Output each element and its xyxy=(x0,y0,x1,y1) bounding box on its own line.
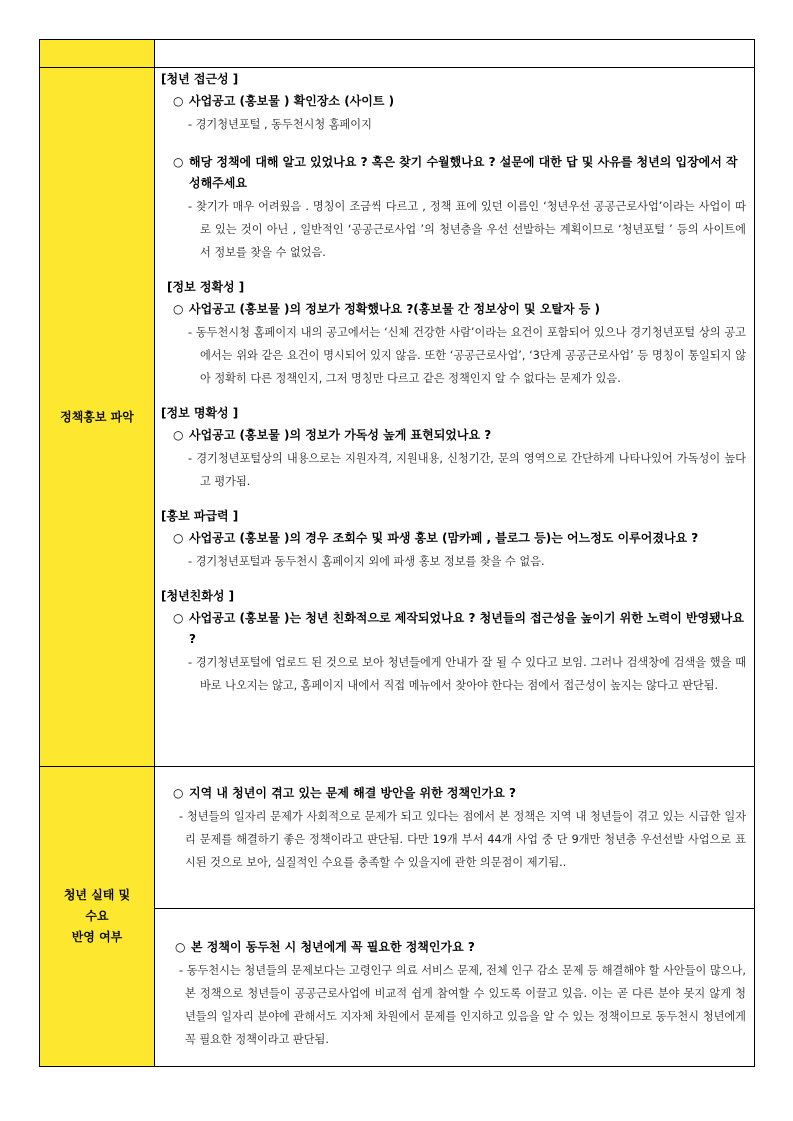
accuracy-section xyxy=(155,276,754,390)
question xyxy=(173,608,746,650)
answer: - 동두천시는 청년들의 문제보다는 고령인구 의료 서비스 문제, 전체 인구 감소 문제 등 해결해야 할 사안들이 많으나, 본 정책으로 청년들이 공공근로사업에 비교적 쉽게 참여할 수 있도록 이끌고 있음. 이는 곧 다른 분야 못지 않게 청년들의 일자리 분야에 관해서도 지자체 차원에서 문제를 인지하고 있음을 알 수 있는 정책이므로 동두천시 청년에게 꼭 필요한 정책이라고 판단됨. xyxy=(179,964,746,1046)
question-text: 사업공고 (홍보물 )는 청년 친화적으로 제작되었나요 ? 청년들의 접근성을 높이기 위한 노력이 반영됐나요 ? xyxy=(189,611,744,646)
policy-promotion-row xyxy=(40,68,755,767)
answer: - 청년들의 일자리 문제가 사회적으로 문제가 되고 있다는 점에서 본 정책은 지역 내 청년들이 겪고 있는 시급한 일자리 문제를 해결하기 좋은 정책이라고 판단됨. 다만 19개 부서 44개 사업 중 단 9개만 청년층 우선선발 사업으로 표시된 것으로 보아, 실질적인 수요를 충족할 수 있을지에 관한 의문점이 제기됨.. xyxy=(179,810,746,869)
youth-need-content-2 xyxy=(155,909,755,1067)
section-header: [청년친화성 ] xyxy=(161,589,235,603)
answer: - 찾기가 매우 어려웠음 . 명칭이 조금씩 다르고 , 정책 표에 있던 이름인 ‘청년우선 공공근로사업’이라는 사업이 따로 있는 것이 아닌 , 일반적인 ‘공공근로사업 ’의 청년층을 우선 선발하는 계획이므로 ‘청년포털 ’ 등의 사이트에서 정보를 찾을 수 없었음. xyxy=(188,200,746,259)
circle-bullet-icon: ○ xyxy=(173,302,184,316)
question-text: 지역 내 청년이 겪고 있는 문제 해결 방안을 위한 정책인가요 ? xyxy=(189,786,516,800)
circle-bullet-icon: ○ xyxy=(173,531,184,545)
policy-promotion-label: 정책홍보 파악 xyxy=(40,68,155,767)
section-header: [정보 명확성 ] xyxy=(161,406,239,420)
question-text: 사업공고 (홍보물 )의 정보가 정확했나요 ?(홍보물 간 정보상이 및 오탈자 등 ) xyxy=(189,302,601,316)
question xyxy=(175,937,746,958)
question xyxy=(173,152,746,194)
answer: - 경기청년포털과 동두천시 홈페이지 외에 파생 홍보 정보를 찾을 수 없음. xyxy=(188,555,545,568)
policy-promotion-content xyxy=(155,68,755,767)
access-section xyxy=(155,68,754,264)
circle-bullet-icon: ○ xyxy=(173,786,184,800)
header-content-cell xyxy=(155,40,755,68)
evaluation-table xyxy=(39,39,755,1067)
circle-bullet-icon: ○ xyxy=(173,428,184,442)
question xyxy=(173,91,746,112)
label-line: 반영 여부 xyxy=(71,930,123,944)
spread-section xyxy=(155,505,754,573)
section-header: [홍보 파급력 ] xyxy=(161,509,239,523)
question-text: 사업공고 (홍보물 )의 정보가 가독성 높게 표현되었나요 ? xyxy=(189,428,492,442)
answer: - 동두천시청 홈페이지 내의 공고에서는 ‘신체 건강한 사람’이라는 요건이 포함되어 있으나 경기청년포털 상의 공고에서는 위와 같은 요건이 명시되어 있지 않음. 또한 ‘공공근로사업’, ‘3단계 공공근로사업’ 등 명칭이 통일되지 않아 정확히 다른 정책인지, 그저 명칭만 다르고 같은 정책인지 알 수 없다는 문제가 있음. xyxy=(188,326,746,385)
section-header: [청년 접근성 ] xyxy=(161,72,239,86)
friendly-section xyxy=(155,585,754,697)
answer: - 경기청년포털상의 내용으로는 지원자격, 지원내용, 신청기간, 문의 영역으로 간단하게 나타나있어 가독성이 높다고 평가됨. xyxy=(188,452,746,488)
label-line: 청년 실태 및 xyxy=(63,888,131,902)
header-row xyxy=(40,40,755,68)
question xyxy=(173,299,746,320)
label-line: 수요 xyxy=(85,909,109,923)
question-text: 사업공고 (홍보물 )의 경우 조회수 및 파생 홍보 (맘카페 , 블로그 등)는 어느정도 이루어졌나요 ? xyxy=(189,531,699,545)
circle-bullet-icon: ○ xyxy=(173,611,184,625)
circle-bullet-icon: ○ xyxy=(173,155,184,169)
header-label-cell xyxy=(40,40,155,68)
circle-bullet-icon: ○ xyxy=(175,940,186,954)
question xyxy=(173,425,746,446)
clarity-section xyxy=(155,402,754,493)
answer: - 경기청년포털 , 동두천시청 홈페이지 xyxy=(188,118,372,131)
question-text: 사업공고 (홍보물 ) 확인장소 (사이트 ) xyxy=(189,94,395,108)
youth-need-label xyxy=(40,767,155,1067)
answer: - 경기청년포털에 업로드 된 것으로 보아 청년들에게 안내가 잘 될 수 있다고 보임. 그러나 검색창에 검색을 했을 때 바로 나오지는 않고, 홈페이지 내에서 직접 메뉴에서 찾아야 한다는 점에서 접근성이 높지는 않다고 판단됨. xyxy=(188,656,746,692)
circle-bullet-icon: ○ xyxy=(173,94,184,108)
youth-need-content-1 xyxy=(155,767,755,909)
question xyxy=(173,783,746,804)
section-header: [정보 정확성 ] xyxy=(167,280,245,294)
question xyxy=(173,528,746,549)
youth-need-row-1 xyxy=(40,767,755,909)
question-text: 해당 정책에 대해 알고 있었나요 ? 혹은 찾기 수월했나요 ? 설문에 대한 답 및 사유를 청년의 입장에서 작성해주세요 xyxy=(189,155,738,190)
question-text: 본 정책이 동두천 시 청년에게 꼭 필요한 정책인가요 ? xyxy=(191,940,475,954)
